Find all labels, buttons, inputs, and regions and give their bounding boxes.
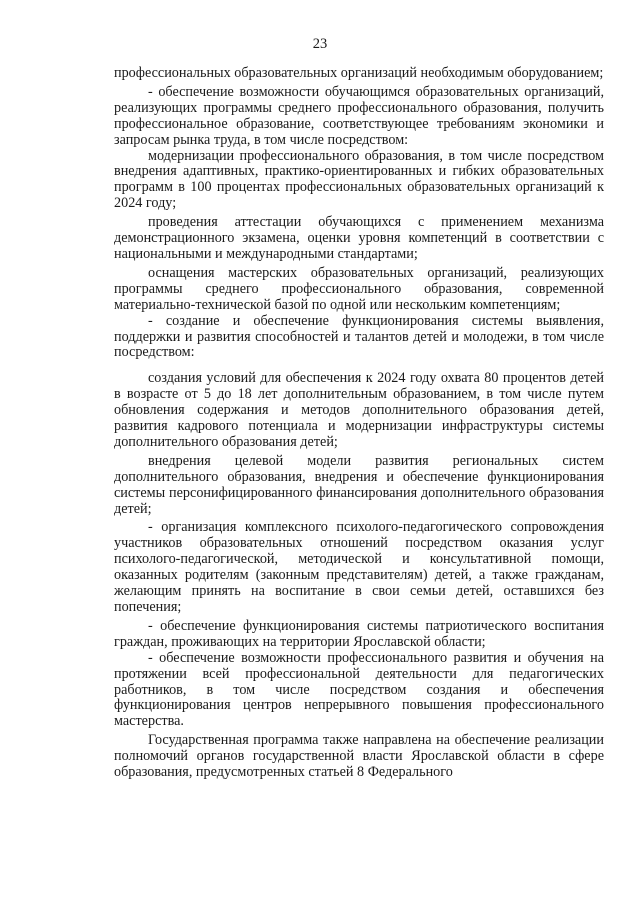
paragraph: - организация комплексного психолого-педагогического сопровождения участников образовательных отношений посредством оказания услуг психолого-педагогической, методической и консультативной помощи, оказанных родителям (законным представителям) детей, а также гражданам, желающим принять на воспитание в свои семьи детей, оставшихся без попечения;: [114, 519, 604, 615]
paragraph: - обеспечение возможности профессионального развития и обучения на протяжении всей профессиональной деятельности для педагогических работников, в том числе посредством создания и обеспечения функционирования центров непрерывного повышения профессионального мастерства.: [114, 649, 604, 730]
paragraph: Государственная программа также направлена на обеспечение реализации полномочий органов государственной власти Ярославской области в сфере образования, предусмотренных статьей 8 Федерального: [114, 732, 604, 781]
paragraph: проведения аттестации обучающихся с применением механизма демонстрационного экзамена, оценки уровня компетенций в соответствии с национальными и международными стандартами;: [114, 214, 604, 262]
paragraph: внедрения целевой модели развития региональных систем дополнительного образования, внедрения и обеспечение функционирования системы персонифицированного финансирования дополнительного образования детей;: [114, 452, 604, 517]
paragraph: оснащения мастерских образовательных организаций, реализующих программы среднего профессионального образования, современной материально-технической базой по одной или нескольким компетенциям;: [114, 264, 604, 313]
body-text: [114, 66, 604, 781]
paragraph: - обеспечение возможности обучающимся образовательных организаций, реализующих программы среднего профессионального образования, получить профессиональное образование, соответствующее требованиям экономики и запросам рынка труда, в том числе посредством:: [114, 83, 604, 148]
paragraph: - обеспечение функционирования системы патриотического воспитания граждан, проживающих на территории Ярославской области;: [114, 617, 604, 650]
paragraph: профессиональных образовательных организаций необходимым оборудованием;: [114, 65, 604, 81]
page-number: 23: [312, 36, 328, 52]
paragraph: - создание и обеспечение функционирования системы выявления, поддержки и развития способностей и талантов детей и молодежи, в том числе посредством:: [114, 312, 604, 361]
paragraph: создания условий для обеспечения к 2024 году охвата 80 процентов детей в возрасте от 5 до 18 лет дополнительным образованием, в том числе путем обновления содержания и методов дополнительного образования детей, развития кадрового потенциала и модернизации инфраструктуры системы дополнительного образования детей;: [114, 370, 604, 450]
paragraph: модернизации профессионального образования, в том числе посредством внедрения адаптивных, практико-ориентированных и гибких образовательных программ в 100 процентах профессиональных образовательных организаций к 2024 году;: [114, 147, 604, 212]
